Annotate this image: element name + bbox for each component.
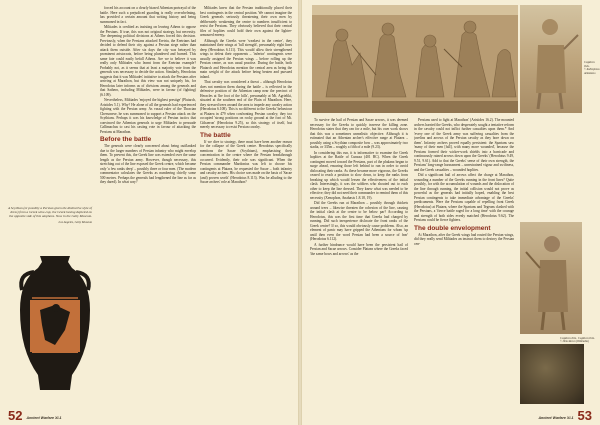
page-number: 53 bbox=[577, 408, 592, 423]
right-footer bbox=[538, 409, 592, 422]
warrior-caption-1 bbox=[584, 60, 600, 76]
left-footer bbox=[8, 409, 62, 422]
paragraph: Did a significant hail of arrows affect the charge at Marathon, wounding a number of the Greeks running in the front lines? Quite possibly, for with the accumulation of wounds and the dislocation of the line through running, the initial collision would not prove as powerful as the generals had initially hoped, enabling the best Persian contingents to take immediate advantage of the Greeks' predicaments. Were the Persians capable of repelling front Greek (Herodotus) at Plataea, where the Spartans and Tegeans clashed with the Persians, a 'fierce battle raged for a long time' with the courage and strength of both sides evenly matched (Herodotus 9.62). The Persians could be fierce fighters. bbox=[414, 173, 514, 222]
paragraph: forced his account on a clearly biased Athenian portrayal of the battle. Here such a prejudiced guarding is really overwhelming, has provided a certain amount that writing history and being summoned in fact. bbox=[100, 6, 196, 24]
warrior-caption-2-credit: © Dimo Rocco (Wikimedia) bbox=[560, 340, 589, 343]
paragraph: In considering this run, it is informative to examine the Greek hoplites at the Battle of Cunaxa (401 BC). When the Greek contingent moved toward the Persians, part of the phalanx began to surge ahead, ensuring those left behind to run in order to avoid dislocating their ranks. As these became more vigorous, the Greeks ceased to reach a position to slow down, to keep the ranks from breaking up which would lessen the effectiveness of the initial clash. Interestingly, it was the soldiers who shouted out to each other to keep the line dressed. They knew what was needed to be effective; they did not need their commander to remind them of this necessity (Xenophon, Anabasis 1.8.18, 19). bbox=[310, 150, 408, 200]
paragraph: Miltiades knew that the Persian traditionally placed their best contingents in the central position. We cannot imagine the Greek generals seriously threatening their own men by deliberately weakening the centre to numbers insufficient to resist the Persians. They obviously believed that their central files of hoplites could hold their own against the lighter-armoured enemy. bbox=[200, 6, 292, 37]
warrior-caption-1-credit: © Kalliopimou Ambalatou bbox=[584, 68, 600, 75]
paragraph: A further hindrance would have been the persistent hail of Persian and Sacae arrows. Consider Plataea where the Greeks faced 'the same bows and arrows' as the bbox=[310, 242, 408, 256]
paragraph: Did the Greeks run at Marathon – possibly through thickets around trees – likewise threaten the cohesion of the line, causing the initial clash at the centre to be below par? According to Herodotus, this was the first time that Greeks had charged by running. Did such inexperience dislocate the front ranks of the Greek centre? If so, this would obviously cause problems. Also, an element of panic may have gripped the Athenians for whom 'up until then even the word Persian had been a source of fear' (Herodotus 6.112). bbox=[310, 201, 408, 241]
page-number: 52 bbox=[8, 408, 23, 423]
left-column-1 bbox=[100, 6, 196, 398]
warrior-figure-1 bbox=[520, 5, 582, 113]
relief-sculpture-photo bbox=[312, 5, 518, 113]
publication-name: Ancient Warfare XI-1 bbox=[538, 416, 574, 420]
right-column-2 bbox=[414, 118, 514, 400]
vase-caption-text: A Scythian (or possibly a Persian given the distinctive style of dress) from a Greek wine-cup, the Greek having depicted on the opposite side of this amphora. Now in the Getty Museum. bbox=[8, 206, 92, 219]
vase-caption bbox=[8, 206, 92, 224]
publication-name: Ancient Warfare XI-1 bbox=[26, 416, 62, 420]
right-column-1 bbox=[310, 118, 408, 400]
section-heading-double-envelopment: The double envelopment bbox=[414, 224, 491, 232]
warrior-caption-2 bbox=[560, 336, 598, 344]
amphora-photo bbox=[10, 250, 100, 398]
warrior-figure-2 bbox=[520, 222, 582, 334]
paragraph: To survive the hail of Persian and Sacae arrows, it was deemed necessary for the Greeks to quickly traverse the killing zone. Herodotus states that they ran for a mile, but his own work shows that this was a sometimes unrealistic objective. Although it is estimated that an Athenian archer's effective range at Plataea – possibly using a Scythian composite bow – was approximately two stadia, or 335m – roughly a fifth of a mile (9.23). bbox=[310, 118, 408, 149]
section-heading-before-battle: Before the battle bbox=[100, 136, 152, 143]
bronze-artifact-photo bbox=[520, 344, 584, 404]
warrior-caption-1-text: Caption this. bbox=[584, 60, 595, 68]
paragraph: Miltiades is credited as insisting on leaving Athens to oppose the Persians. If true, this was not original strategy, but necessity. The deepening political divisions at Athens forced this decision. Previously, when the Persians attacked Eretria, the Eretrians had decided to defend their city against a Persian siege rather than attack them outside. After six days the city was betrayed by prominent aristocrats, before being plundered and burned. This same fate could easily befall Athens. Are we to believe it was really only Miltiades who learnt from the Eretrian example? Probably not, as it seems that at least a majority vote from the generals was necessary to decide the action. Similarly, Herodotus suggests that it was Miltiades' initiative to attack the Persians after arriving at Marathon, but this view was not uniquely his, for Herodotus later informs us of divisions among the generals and that Sathero, including Miltiades, were in favour (of fighting) (6.109). bbox=[100, 25, 196, 97]
left-column-2 bbox=[200, 6, 292, 398]
section-heading-battle: The battle bbox=[200, 131, 231, 139]
paragraph: Nevertheless, Miltiades 'enjoyed the highest prestige' (Plutarch, Aristides 5.1). Why? He alone of all the generals had experienced fighting with the Persian army. As vassal ruler of the Thracian Chersonese, he was summoned to support a Persian attack on the Scythians. Perhaps it was his knowledge of Persian tactics that convinced the Athenian generals to urge Miltiades to persuade Callimachus to cast his casting vote in favour of attacking the Persians at Marathon. bbox=[100, 98, 196, 134]
right-page bbox=[302, 0, 600, 425]
paragraph: Although the Greeks were 'weakest in the centre', they maintained their wings at 'full strength', presumably eight lines deep (Herodotus 6.111). This would allow their strengthened wings to defeat their opponents – 'inferior' contingents were usually assigned the Persian wings – before rolling up the Persian centre, as was usual practise. During the battle, both Plutarch and Herodotus mention the central area as being the main weight of the attack before being beaten and pursued inland. bbox=[200, 38, 292, 79]
warrior-relief-photo-1 bbox=[520, 5, 582, 113]
vase-caption-credit: Los Angeles, Getty Museum bbox=[58, 219, 92, 224]
paragraph: Persians used to fight at Marathon' (Aristides 16.2). The mounted archers harried the Greeks, who desperately sought a tentative reform in the cavalry could not inflict further casualties upon them.* And 'every one of the Greek army was suffering casualties from the javelins and arrows of the Persian cavalry as they bore down on them'. Infantry archers proved equally persistent: the Spartans saw 'many of their men [fall], with many more wounded', because the Persians formed their wicker-work shields into a barricade and continuously rained arrows down upon the Greeks' (Herodotus 9.49, 9.51, 9.61). Add to that the Greeks' sense of their own strength, the Persians' long-range harassment – unrestrained vigour and swiftness, and the Greek casualties – wounded hoplites. bbox=[414, 118, 514, 172]
paragraph: If we dive to strategy, there must have been another reason for the collapse of the Greek centre. Herodotus specifically mentions the Sacae (Scythians), emphasising their concentration in the centre where the Persian breakthrough occurred. Evidently, their role was significant. When the Persian commander Mardonius was left to choose his contingents at Plataea, he requested the Sacae – both infantry and cavalry archers. His choice was made on the basis of 'Sacae (and) proven worth' (Herodotus 8.113). Was he alluding to the Sacae archers' role at Marathon? bbox=[200, 139, 292, 184]
warrior-caption-2-text: Caption this. Caption this. bbox=[560, 336, 595, 340]
paragraph: The generals were clearly concerned about being outflanked due to the larger numbers of Persian infantry who might envelop them. To prevent this, the Greek line was extended over the same length as the Persian army. However, though necessary, this stretching out of the line exposed the Greek centre, which became only 'a few ranks deep' – possibly three or four men. (The modern commentator calculates the Greeks as numbering chiefly some 500 metres. Perhaps the generals had lengthened the line as far as they dared). In what way? bbox=[100, 144, 196, 184]
warrior-relief-photo-2 bbox=[520, 222, 582, 334]
paragraph: That cavalry was considered a threat – although Herodotus does not mention them during the battle – is reflected in the defensive position of the Athenian camp near the precinct of Heracles at 'the foot of the hills', presumably at Mt. Agrieliki, situated at the southern end of the Plain of Marathon. Here, they stressed trees around the area to impede any cavalry action (Herodotus 6.108). This is no different to the Greeks' behaviour at Plataea in 479 when confronting Persian cavalry; they too occupied 'strong positions on rocky ground at the foot of Mt. Cithaeron' (Herodotus 9.25), so this strategy of itself, but merely necessary to resist Persian cavalry. bbox=[200, 80, 292, 129]
paragraph: At Marathon, after the Greek wings had routed the Persian wings, did they really send Miltiades an instruct them to destroy the Persian cen- bbox=[414, 232, 514, 246]
left-page bbox=[0, 0, 298, 425]
